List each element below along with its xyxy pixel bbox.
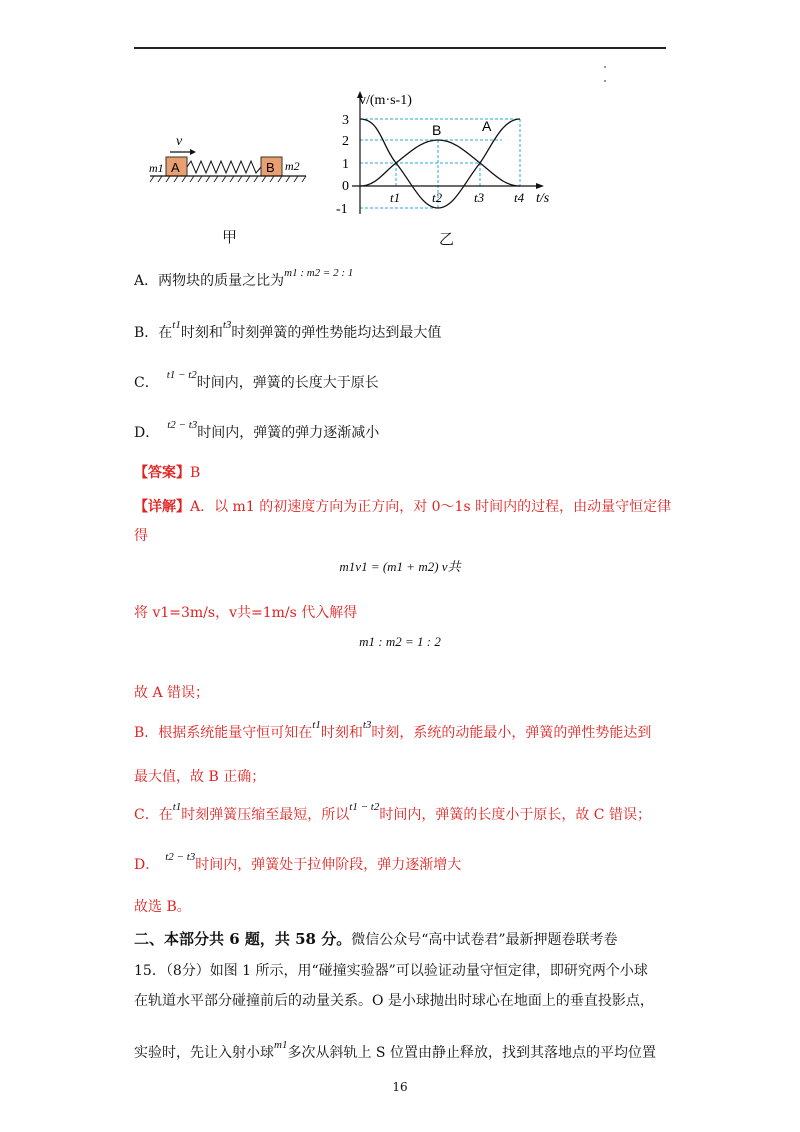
velocity-arrowhead	[190, 149, 196, 155]
question-15-line-2: 在轨道水平部分碰撞前后的动量关系。O 是小球抛出时球心在地面上的垂直投影点，	[134, 993, 654, 1009]
x-axis-label: t/s	[536, 191, 550, 206]
question-15-line-3: 实验时，先让入射小球$^{m1}$多次从斜轨上 S 位置由静止释放，找到其落地点的平均位置	[134, 1039, 656, 1061]
explanation-line-1b: 得	[134, 528, 148, 544]
section-heading: 二、本部分共 6 题，共 58 分。微信公众号“高中试卷君”最新押题卷联考卷	[134, 930, 618, 948]
y-axis-label: v/(m·s-1)	[359, 93, 412, 108]
figure-velocity-graph	[330, 86, 570, 226]
velocity-label: v	[176, 134, 183, 149]
explanation-line-8: 故选 B。	[134, 899, 191, 915]
figure-b-caption: 乙	[439, 230, 455, 248]
spring	[187, 161, 261, 173]
figure-spring-blocks	[140, 130, 320, 190]
momentum-equation: m1v1 = (m1 + m2) v共	[339, 559, 461, 574]
option-c: C． $^{t1 - t2}$时间内，弹簧的长度大于原长	[134, 369, 379, 391]
explanation-line-1: 【详解】A．以 m1 的初速度方向为正方向，对 0～1s 时间内的过程，由动量守恒定律	[134, 499, 672, 515]
option-a: A．两物块的质量之比为$^{m1 : m2 = 2 : 1}$	[134, 267, 354, 289]
x-tick-label: t2	[432, 190, 443, 205]
explanation-line-3: 故 A 错误；	[134, 685, 210, 701]
block-a-label: A	[171, 160, 180, 175]
ground-hatching	[150, 176, 306, 182]
y-tick-label: 1	[342, 157, 349, 172]
option-b: B．在$^{t1}$时刻和$^{t3}$时刻弹簧的弹性势能均达到最大值	[134, 319, 442, 341]
x-tick-labels	[390, 190, 525, 205]
figure-a-caption: 甲	[222, 228, 238, 246]
explanation-line-6: C．在$^{t1}$时刻弹簧压缩至最短，所以$^{t1 - t2}$时间内，弹簧的长度小于原长，故 C 错误；	[134, 801, 651, 823]
option-d: D． $^{t2 - t3}$时间内，弹簧的弹力逐渐减小	[134, 419, 380, 441]
x-tick-label: t1	[390, 190, 401, 205]
curve-a-label: A	[482, 118, 492, 134]
mass-ratio-result: m1 : m2 = 1 : 2	[359, 634, 441, 649]
page-number: 16	[392, 1080, 408, 1094]
question-15-line-1: 15．（8分）如图 1 所示，用“碰撞实验器”可以验证动量守恒定律，即研究两个小球	[134, 963, 648, 979]
curve-b-label: B	[432, 122, 442, 138]
explanation-line-5: 最大值，故 B 正确；	[134, 769, 266, 785]
x-tick-label: t3	[474, 190, 485, 205]
answer-line: 【答案】B	[134, 465, 201, 481]
y-tick-label: 2	[342, 134, 349, 149]
x-tick-label: t4	[514, 190, 525, 205]
y-tick-label: -1	[336, 202, 348, 217]
margin-dot	[604, 80, 606, 82]
x-axis-arrowhead	[536, 183, 544, 189]
header-rule	[134, 47, 666, 49]
y-tick-label: 0	[342, 179, 349, 194]
margin-dot	[604, 66, 606, 68]
m1-label: m1	[149, 161, 164, 175]
m2-label: m2	[285, 159, 300, 173]
mass-ratio-formula: m1 : m2 = 2 : 1	[284, 267, 354, 279]
y-tick-label: 3	[342, 113, 349, 128]
explanation-line-4: B．根据系统能量守恒可知在$^{t1}$时刻和$^{t3}$时刻，系统的动能最小，弹簧的弹性势能达到	[134, 719, 652, 741]
explanation-line-7: D． $^{t2 - t3}$时间内，弹簧处于拉伸阶段，弹力逐渐增大	[134, 851, 462, 873]
explanation-line-2: 将 v1=3m/s，v共=1m/s 代入解得	[134, 605, 358, 621]
block-b-label: B	[266, 160, 275, 175]
y-tick-labels	[336, 113, 349, 217]
